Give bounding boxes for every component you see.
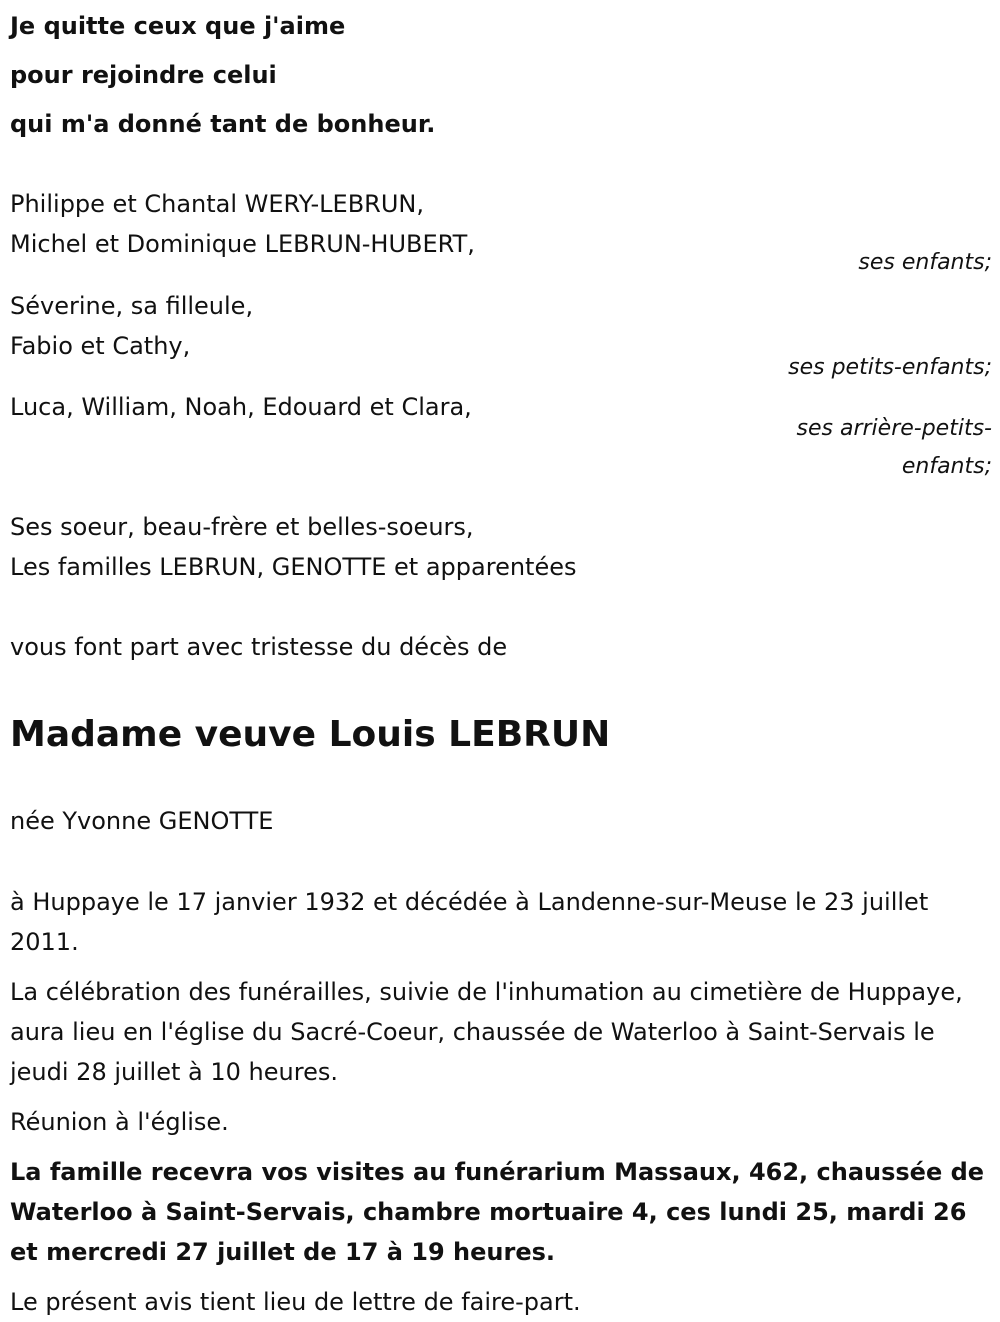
epigraph: [10, 2, 992, 149]
grandchildren-name: Fabio et Cathy,: [10, 332, 191, 360]
epigraph-line: Je quitte ceux que j'aime: [10, 12, 346, 40]
visits-info: La famille recevra vos visites au funérarium Massaux, 462, chaussée de Waterloo à Saint-Servais, chambre mortuaire 4, ces lundi 25, mardi 26 et mercredi 27 juillet de 17 à 19 heures.: [10, 1158, 985, 1266]
grandchildren-relation: ses petits-enfants;: [788, 355, 992, 380]
great-grandchildren-name: Luca, William, Noah, Edouard et Clara,: [10, 393, 472, 421]
children-block: [10, 184, 992, 282]
children-name: Philippe et Chantal WERY-LEBRUN,: [10, 190, 424, 218]
epigraph-line: pour rejoindre celui: [10, 61, 277, 89]
announcement-text: vous font part avec tristesse du décès de: [10, 633, 508, 661]
family-block: [10, 507, 992, 587]
grandchildren-name: Séverine, sa filleule,: [10, 292, 254, 320]
meeting-info: Réunion à l'église.: [10, 1108, 229, 1136]
children-relation: ses enfants;: [858, 250, 992, 275]
family-name: Ses soeur, beau-frère et belles-soeurs,: [10, 513, 474, 541]
epigraph-line: qui m'a donné tant de bonheur.: [10, 110, 436, 138]
funeral-info: La célébration des funérailles, suivie de l'inhumation au cimetière de Huppaye, aura lieu en l'église du Sacré-Coeur, chaussée de Waterloo à Saint-Servais le jeudi 28 juillet à 10 heures.: [10, 978, 963, 1086]
great-grandchildren-relation: [752, 410, 992, 486]
children-name: Michel et Dominique LEBRUN-HUBERT,: [10, 230, 475, 258]
birth-death-info: à Huppaye le 17 janvier 1932 et décédée à Landenne-sur-Meuse le 23 juillet 2011.: [10, 888, 929, 956]
great-grandchildren-block: [10, 387, 992, 486]
obituary-notice: [10, 0, 992, 1322]
family-name: Les familles LEBRUN, GENOTTE et apparentées: [10, 553, 577, 581]
grandchildren-block: [10, 286, 992, 387]
deceased-name: Madame veuve Louis LEBRUN: [10, 714, 611, 755]
closing-text: Le présent avis tient lieu de lettre de faire-part.: [10, 1288, 581, 1316]
maiden-name: née Yvonne GENOTTE: [10, 807, 274, 835]
great-grandchildren-relation-text: ses arrière-petits-enfants;: [796, 416, 992, 479]
